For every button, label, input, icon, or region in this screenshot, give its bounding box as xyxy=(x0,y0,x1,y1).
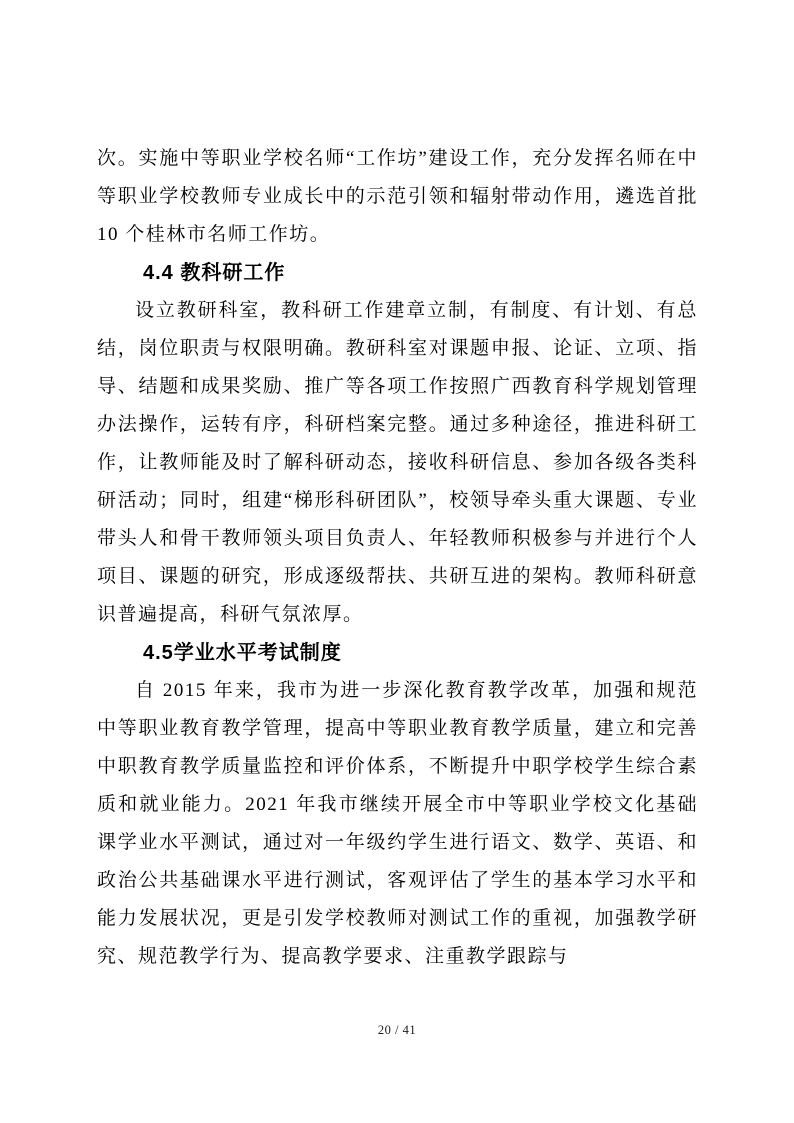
section-heading-4-4-teaching-research: 4.4 教科研工作 xyxy=(143,262,286,284)
section-heading-4-5-academic-exam-system: 4.5学业水平考试制度 xyxy=(143,642,342,664)
document-body xyxy=(97,140,698,976)
paragraph-teaching-research-work: 设立教研科室，教科研工作建章立制，有制度、有计划、有总结，岗位职责与权限明确。教研科室对课题申报、论证、立项、指导、结题和成果奖励、推广等各项工作按照广西教育科学规划管理办法操作，运转有序，科研档案完整。通过多种途径，推进科研工作，让教师能及时了解科研动态，接收科研信息、参加各级各类科研活动；同时，组建“梯形科研团队”，校领导牵头重大课题、专业带头人和骨干教师领头项目负责人、年轻教师积极参与并进行个人项目、课题的研究，形成逐级帮扶、共研互进的架构。教师科研意识普遍提高，科研气氛浓厚。 xyxy=(97,300,698,625)
paragraph-academic-level-test: 自 2015 年来，我市为进一步深化教育教学改革，加强和规范中等职业教育教学管理，提高中等职业教育教学质量，建立和完善中职教育教学质量监控和评价体系，不断提升中职学校学生综合素质和就业能力。2021 年我市继续开展全市中等职业学校文化基础课学业水平测试，通过对一年级约学生进行语文、数学、英语、和政治公共基础课水平进行测试，客观评估了学生的基本学习水平和能力发展状况，更是引发学校教师对测试工作的重视，加强教学研究、规范教学行为、提高教学要求、注重教学跟踪与 xyxy=(97,680,698,967)
page-number: 20 / 41 xyxy=(377,1023,417,1037)
page-footer xyxy=(0,1021,794,1039)
paragraph-teacher-workshop-continuation: 次。实施中等职业学校名师“工作坊”建设工作，充分发挥名师在中等职业学校教师专业成长中的示范引领和辐射带动作用，遴选首批 10 个桂林市名师工作坊。 xyxy=(97,148,698,245)
